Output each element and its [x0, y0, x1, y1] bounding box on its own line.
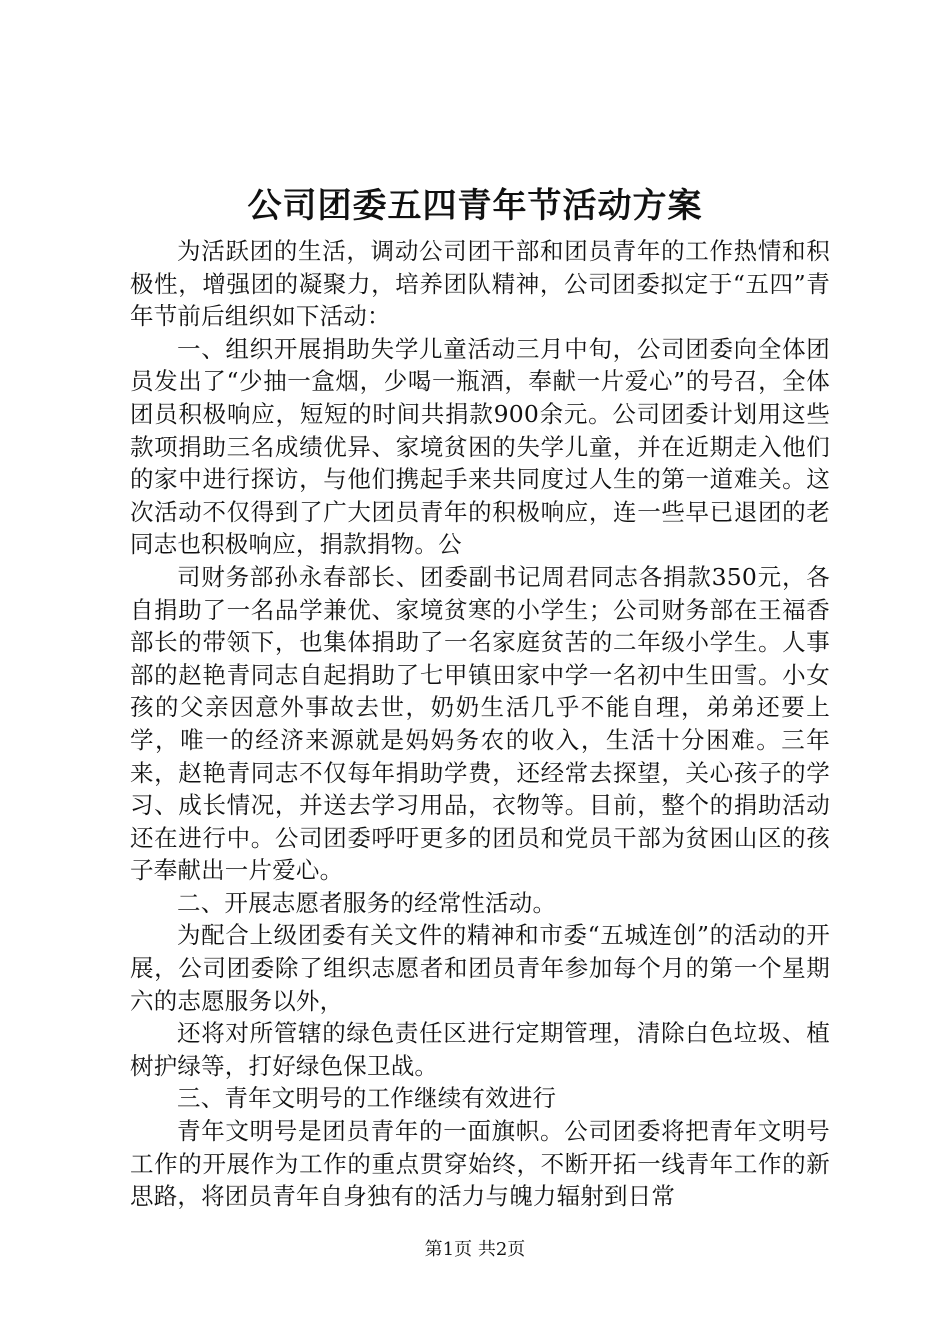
paragraph-donation-details: 司财务部孙永春部长、团委副书记周君同志各捐款350元，各自捐助了一名品学兼优、家境贫寒的小学生；公司财务部在王福香部长的带领下，也集体捐助了一名家庭贫苦的二年级小学生。人事部的赵艳青同志自起捐助了七甲镇田家中学一名初中生田雪。小女孩的父亲因意外事故去世，奶奶生活几乎不能自理，弟弟还要上学，唯一的经济来源就是妈妈务农的收入，生活十分困难。三年来，赵艳青同志不仅每年捐助学费，还经常去探望，关心孩子的学习、成长情况，并送去学习用品，衣物等。目前，整个的捐助活动还在进行中。公司团委呼吁更多的团员和党员干部为贫困山区的孩子奉献出一片爱心。 — [130, 562, 830, 885]
paragraph-civilization: 青年文明号是团员青年的一面旗帜。公司团委将把青年文明号工作的开展作为工作的重点贯穿始终，不断开拓一线青年工作的新思路，将团员青年自身独有的活力与魄力辐射到日常 — [130, 1117, 830, 1211]
paragraph-green-area: 还将对所管辖的绿色责任区进行定期管理，清除白色垃圾、植树护绿等，打好绿色保卫战。 — [130, 1019, 830, 1080]
document-body — [130, 235, 830, 1213]
document-title: 公司团委五四青年节活动方案 — [247, 186, 703, 226]
page-footer: 第1页 共2页 — [424, 1239, 526, 1260]
paragraph-intro: 为活跃团的生活，调动公司团干部和团员青年的工作热情和积极性，增强团的凝聚力，培养团队精神，公司团委拟定于“五四”青年节前后组织如下活动： — [130, 237, 830, 331]
paragraph-donation: 一、组织开展捐助失学儿童活动三月中旬，公司团委向全体团员发出了“少抽一盒烟，少喝一瓶酒，奉献一片爱心”的号召，全体团员积极响应，短短的时间共捐款900余元。公司团委计划用这些款项捐助三名成绩优异、家境贫困的失学儿童，并在近期走入他们的家中进行探访，与他们携起手来共同度过人生的第一道难关。这次活动不仅得到了广大团员青年的积极响应，连一些早已退团的老同志也积极响应，捐款捐物。公 — [130, 334, 830, 559]
paragraph-civilization-heading: 三、青年文明号的工作继续有效进行 — [177, 1084, 557, 1113]
paragraph-volunteer-heading: 二、开展志愿者服务的经常性活动。 — [177, 888, 557, 917]
paragraph-volunteer: 为配合上级团委有关文件的精神和市委“五城连创”的活动的开展，公司团委除了组织志愿者和团员青年参加每个月的第一个星期六的志愿服务以外， — [130, 921, 830, 1015]
